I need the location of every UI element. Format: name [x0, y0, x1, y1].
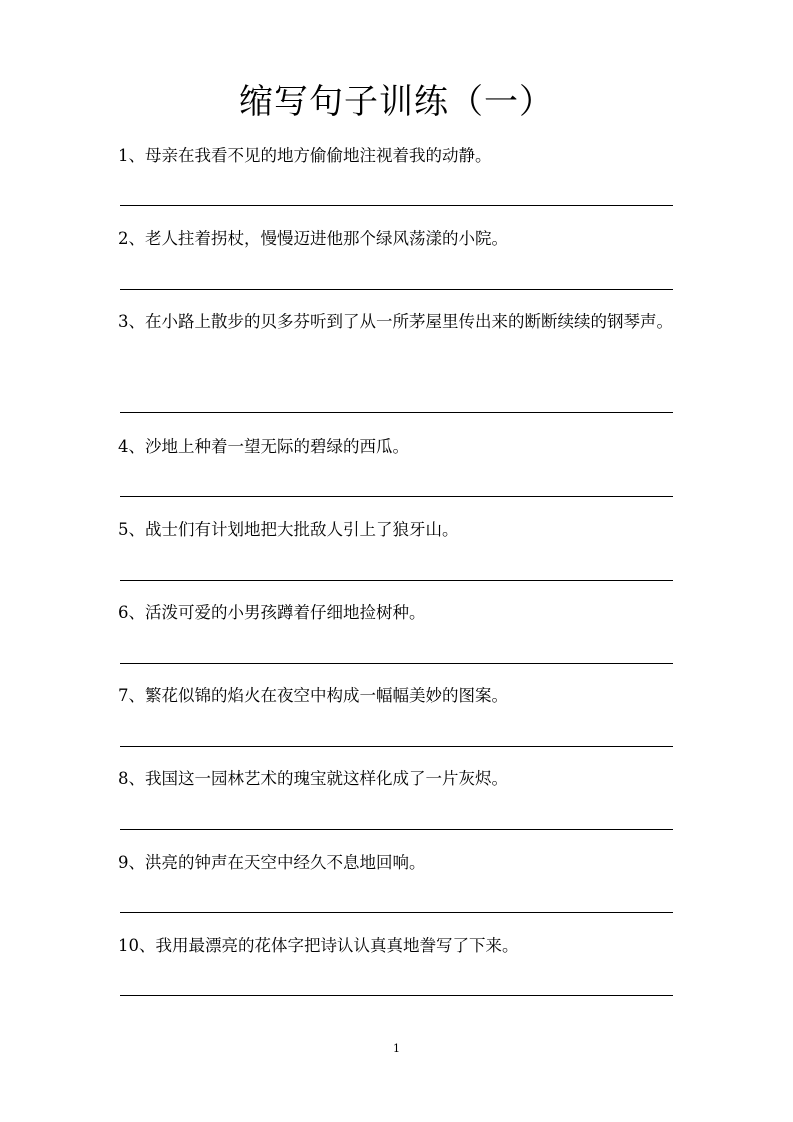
- answer-line-7[interactable]: [120, 746, 673, 747]
- answer-line-4[interactable]: [120, 496, 673, 497]
- question-10: 10、我用最漂亮的花体字把诗认认真真地誊写了下来。: [118, 936, 519, 955]
- question-5: 5、战士们有计划地把大批敌人引上了狼牙山。: [118, 520, 459, 539]
- page-title: 缩写句子训练（一）: [239, 82, 554, 122]
- page-number: 1: [393, 1042, 400, 1055]
- question-8: 8、我国这一园林艺术的瑰宝就这样化成了一片灰烬。: [118, 769, 508, 788]
- question-1: 1、母亲在我看不见的地方偷偷地注视着我的动静。: [118, 146, 492, 165]
- answer-line-2[interactable]: [120, 289, 673, 290]
- answer-line-8[interactable]: [120, 829, 673, 830]
- answer-line-9[interactable]: [120, 912, 673, 913]
- question-7: 7、繁花似锦的焰火在夜空中构成一幅幅美妙的图案。: [118, 686, 508, 705]
- answer-line-1[interactable]: [120, 205, 673, 206]
- question-4: 4、沙地上种着一望无际的碧绿的西瓜。: [118, 437, 409, 456]
- question-2: 2、老人拄着拐杖，慢慢迈进他那个绿风荡漾的小院。: [118, 229, 508, 248]
- answer-line-6[interactable]: [120, 663, 673, 664]
- question-6: 6、活泼可爱的小男孩蹲着仔细地捡树种。: [118, 603, 426, 622]
- answer-line-5[interactable]: [120, 580, 673, 581]
- answer-line-10[interactable]: [120, 995, 673, 996]
- answer-line-3[interactable]: [120, 412, 673, 413]
- question-9: 9、洪亮的钟声在天空中经久不息地回响。: [118, 853, 426, 872]
- question-3: 3、在小路上散步的贝多芬听到了从一所茅屋里传出来的断断续续的钢琴声。: [118, 312, 673, 331]
